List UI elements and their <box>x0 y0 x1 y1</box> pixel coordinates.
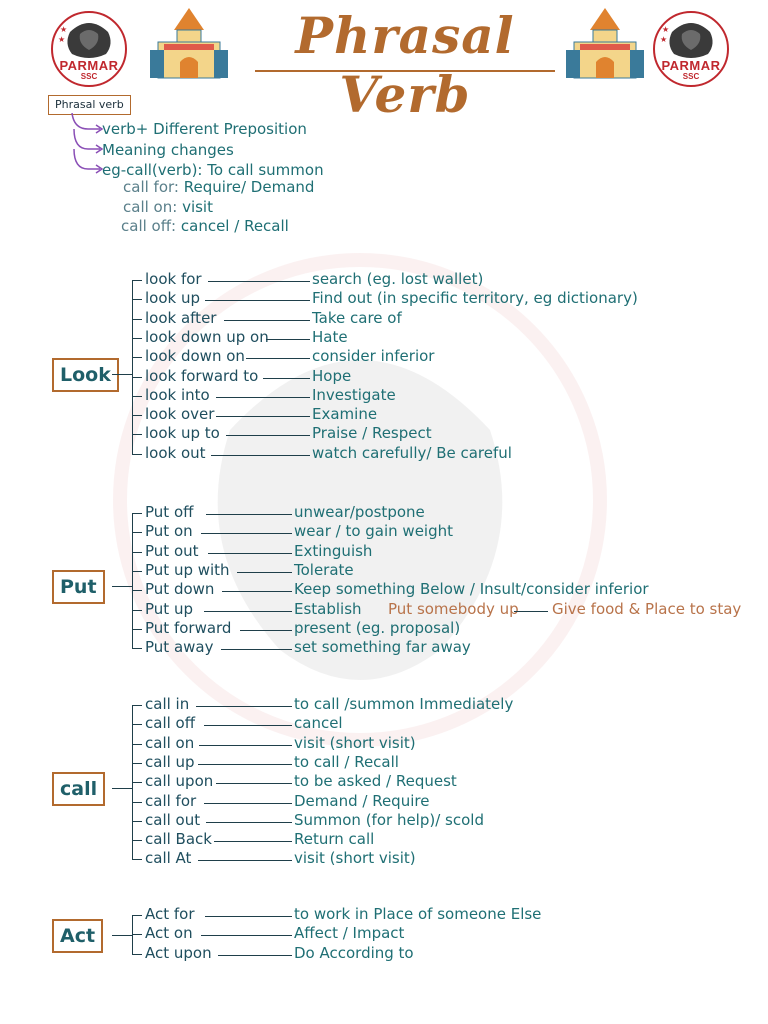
call-tick <box>132 821 142 822</box>
put-tick <box>132 648 142 649</box>
logo-text: PARMAR <box>661 58 721 73</box>
act-connector <box>201 935 292 936</box>
call-meaning: visit (short visit) <box>294 733 416 752</box>
look-verb: look out <box>145 443 206 462</box>
put-connector <box>206 514 292 515</box>
call-meaning: Return call <box>294 830 375 849</box>
put-verb: Put up with <box>145 560 230 579</box>
look-bracket <box>132 280 133 454</box>
act-tick <box>132 954 142 955</box>
call-connector <box>206 822 292 823</box>
look-tick <box>132 396 142 397</box>
look-connector <box>216 397 310 398</box>
put-verb: Put down <box>145 580 215 599</box>
put-tick <box>132 571 142 572</box>
act-meaning: Do According to <box>294 943 414 962</box>
call-verb: call for <box>145 791 197 810</box>
intro-line: Meaning changes <box>102 141 234 159</box>
svg-text:★: ★ <box>660 35 668 44</box>
look-meaning: consider inferior <box>312 347 435 366</box>
call-meaning: Summon (for help)/ scold <box>294 810 484 829</box>
call-verb: call off <box>145 714 196 733</box>
put-meaning: wear / to gain weight <box>294 522 454 541</box>
call-connector <box>216 783 292 784</box>
look-tick <box>132 280 142 281</box>
act-verb: Act for <box>145 905 195 923</box>
act-tick <box>132 915 142 916</box>
put-label-connector <box>112 586 132 587</box>
call-verb: call Back <box>145 830 212 849</box>
look-connector <box>263 378 310 379</box>
put-meaning: set something far away <box>294 638 471 657</box>
look-verb: look up <box>145 289 201 308</box>
example-verb: call on: <box>123 198 178 216</box>
page-title: Phrasal Verb <box>295 6 515 124</box>
put-group-label: Put <box>52 570 105 604</box>
call-group-label: call <box>52 772 105 806</box>
call-label-connector <box>112 788 132 789</box>
look-tick <box>132 434 142 435</box>
call-connector <box>196 706 292 707</box>
logo-subtext: SSC <box>80 72 98 81</box>
example-meaning: cancel / Recall <box>180 217 289 235</box>
look-meaning: Find out (in specific territory, eg dictionary) <box>312 289 638 308</box>
look-connector <box>224 320 310 321</box>
call-verb: call on <box>145 733 195 752</box>
put-tick <box>132 590 142 591</box>
put-verb: Put out <box>145 541 199 560</box>
intro-example <box>121 217 289 235</box>
put-extra-connector <box>514 611 548 612</box>
act-meaning: to work in Place of someone Else <box>294 905 542 923</box>
look-tick <box>132 357 142 358</box>
put-tick <box>132 629 142 630</box>
example-meaning: visit <box>182 198 213 216</box>
svg-text:★: ★ <box>60 25 68 34</box>
put-verb: Put on <box>145 522 193 541</box>
look-verb: look down on <box>145 347 245 366</box>
put-meaning: Tolerate <box>294 560 354 579</box>
look-meaning: Examine <box>312 405 378 424</box>
example-verb: call for: <box>123 178 179 196</box>
look-label-connector <box>112 374 132 375</box>
example-meaning: Require/ Demand <box>183 178 315 196</box>
put-meaning: unwear/postpone <box>294 503 425 521</box>
look-tick <box>132 299 142 300</box>
call-verb: call in <box>145 695 190 713</box>
look-tick <box>132 415 142 416</box>
svg-text:★: ★ <box>662 25 670 34</box>
put-connector <box>222 591 292 592</box>
look-verb: look forward to <box>145 366 259 385</box>
put-verb: Put off <box>145 503 194 521</box>
put-meaning: Keep something Below / Insult/consider inferior <box>294 580 649 599</box>
put-connector <box>204 611 292 612</box>
act-label-connector <box>112 935 132 936</box>
call-verb: call out <box>145 810 201 829</box>
call-connector <box>204 803 292 804</box>
act-connector <box>205 916 292 917</box>
put-tick <box>132 532 142 533</box>
call-tick <box>132 840 142 841</box>
act-verb: Act upon <box>145 943 212 962</box>
call-meaning: to call /summon Immediately <box>294 695 514 713</box>
phrasal-verb-box: Phrasal verb <box>48 95 131 115</box>
look-tick <box>132 454 142 455</box>
parmar-logo-left <box>50 10 128 88</box>
put-tick <box>132 513 142 514</box>
put-connector <box>201 533 292 534</box>
put-tick <box>132 610 142 611</box>
castle-icon <box>150 8 228 80</box>
intro-example <box>123 198 213 216</box>
look-connector <box>266 339 310 340</box>
put-connector <box>208 553 292 554</box>
look-verb: look for <box>145 270 202 288</box>
look-connector <box>246 358 310 359</box>
look-meaning: Investigate <box>312 385 396 404</box>
put-extra-phrase: Put somebody up <box>388 599 519 618</box>
look-verb: look down up on <box>145 327 269 346</box>
title-underline <box>255 70 555 72</box>
intro-line: eg-call(verb): To call summon <box>102 161 324 179</box>
put-connector <box>221 649 292 650</box>
put-tick <box>132 552 142 553</box>
look-connector <box>226 435 310 436</box>
example-verb: call off: <box>121 217 177 235</box>
act-verb: Act on <box>145 924 193 943</box>
look-verb: look up to <box>145 424 220 443</box>
call-tick <box>132 744 142 745</box>
call-meaning: to be asked / Request <box>294 772 457 791</box>
act-group-label: Act <box>52 919 103 953</box>
logo-text: PARMAR <box>59 58 119 73</box>
look-connector <box>216 416 310 417</box>
put-meaning: Extinguish <box>294 541 373 560</box>
call-tick <box>132 802 142 803</box>
call-connector <box>204 725 292 726</box>
look-verb: look into <box>145 385 210 404</box>
act-tick <box>132 934 142 935</box>
look-connector <box>211 455 310 456</box>
look-meaning: Take care of <box>312 308 402 327</box>
put-extra-meaning: Give food & Place to stay <box>552 599 742 618</box>
look-meaning: Praise / Respect <box>312 424 432 443</box>
call-tick <box>132 763 142 764</box>
look-meaning: Hate <box>312 327 348 346</box>
act-meaning: Affect / Impact <box>294 924 405 943</box>
svg-text:★: ★ <box>58 35 66 44</box>
intro-line: verb+ Different Preposition <box>102 120 307 138</box>
call-meaning: cancel <box>294 714 343 733</box>
call-meaning: visit (short visit) <box>294 849 416 868</box>
call-tick <box>132 782 142 783</box>
look-group-label: Look <box>52 358 119 392</box>
call-tick <box>132 859 142 860</box>
call-verb: call At <box>145 849 192 868</box>
act-connector <box>218 955 292 956</box>
intro-example <box>123 178 314 196</box>
castle-icon <box>566 8 644 80</box>
put-verb: Put up <box>145 599 193 618</box>
put-connector <box>237 572 292 573</box>
call-meaning: to call / Recall <box>294 752 399 771</box>
look-connector <box>208 281 310 282</box>
call-tick <box>132 724 142 725</box>
look-meaning: watch carefully/ Be careful <box>312 443 512 462</box>
call-meaning: Demand / Require <box>294 791 430 810</box>
look-meaning: Hope <box>312 366 352 385</box>
look-meaning: search (eg. lost wallet) <box>312 270 484 288</box>
put-meaning: Establish <box>294 599 362 618</box>
call-verb: call up <box>145 752 195 771</box>
look-connector <box>205 300 310 301</box>
call-tick <box>132 705 142 706</box>
call-connector <box>198 764 292 765</box>
put-verb: Put forward <box>145 618 232 637</box>
call-verb: call upon <box>145 772 214 791</box>
call-connector <box>199 745 292 746</box>
look-tick <box>132 338 142 339</box>
call-connector <box>214 841 292 842</box>
call-connector <box>198 860 292 861</box>
look-verb: look after <box>145 308 217 327</box>
put-connector <box>240 630 292 631</box>
look-tick <box>132 377 142 378</box>
intro-arrows <box>66 113 106 177</box>
look-tick <box>132 319 142 320</box>
parmar-logo-right <box>652 10 730 88</box>
put-meaning: present (eg. proposal) <box>294 618 461 637</box>
logo-subtext: SSC <box>682 72 700 81</box>
put-verb: Put away <box>145 638 214 657</box>
look-verb: look over <box>145 405 215 424</box>
